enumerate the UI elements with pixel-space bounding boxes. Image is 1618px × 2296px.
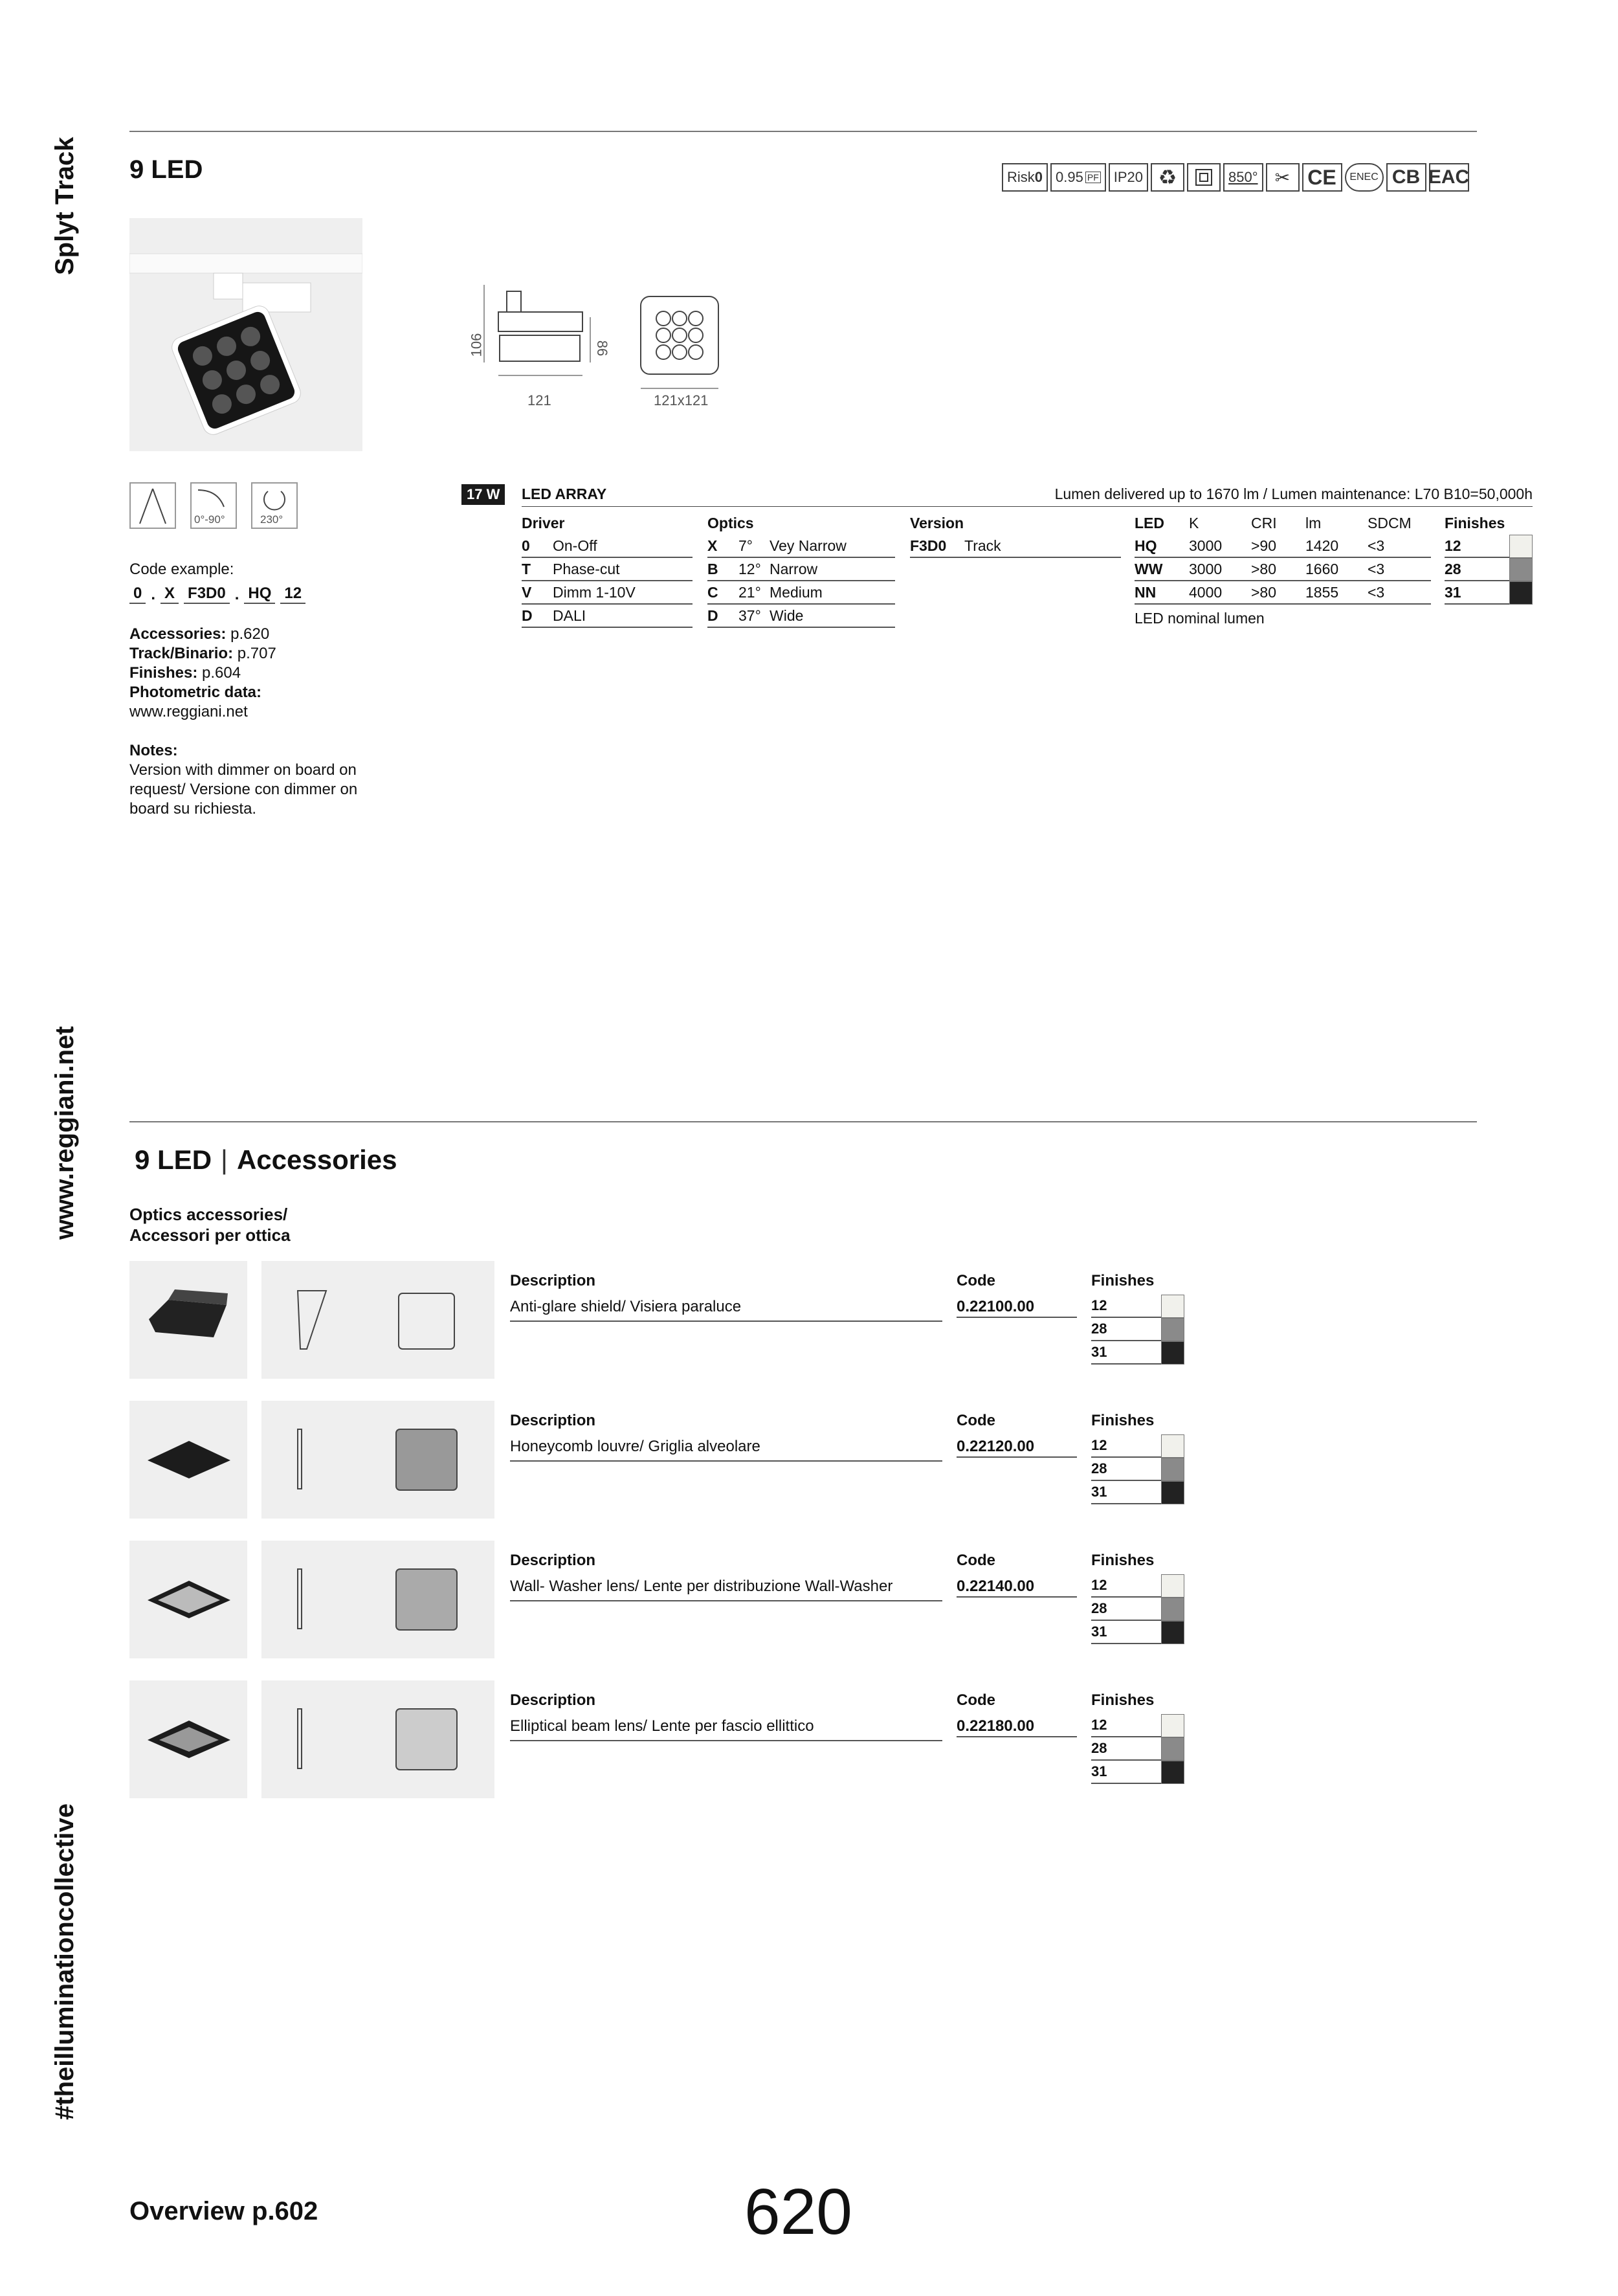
accessories-title: 9 LED | Accessories <box>135 1144 397 1175</box>
driver-row: D DALI <box>522 605 693 628</box>
code-part: 0 <box>129 585 146 604</box>
product-photo <box>129 218 362 451</box>
accessory-photo <box>129 1401 247 1519</box>
led-row: NN 4000 >80 1855 <3 <box>1135 581 1431 605</box>
desc-header: Description <box>510 1552 596 1569</box>
spec-rule <box>522 506 1533 507</box>
finish-header: Finishes <box>1091 1272 1155 1289</box>
optics-header: Optics <box>707 515 754 531</box>
accessory-finishes: 12 28 31 <box>1091 1434 1184 1504</box>
led-header-row: LED K CRI lm SDCM <box>1135 515 1412 531</box>
desc-header: Description <box>510 1412 596 1429</box>
tilt-icon <box>190 482 237 529</box>
power-badge: 17 W <box>461 484 505 505</box>
finish-swatch <box>1161 1761 1184 1784</box>
finish-swatch <box>1509 535 1533 558</box>
tilt-badges <box>129 482 298 529</box>
finish-swatch <box>1161 1341 1184 1365</box>
finish-swatch <box>1161 1295 1184 1318</box>
page-title: 9 LED <box>129 155 203 184</box>
led-row: WW 3000 >80 1660 <3 <box>1135 558 1431 581</box>
accessory-desc: Anti-glare shield/ Visiera paraluce <box>510 1297 942 1322</box>
rotation-label: 230° <box>260 513 283 526</box>
finishes-header: Finishes <box>1445 515 1505 531</box>
version-header: Version <box>910 515 964 531</box>
accessory-finishes: 12 28 31 <box>1091 1574 1184 1644</box>
beam-icon <box>129 482 176 529</box>
dim-width: 121 <box>527 392 551 408</box>
code-example-label: Code example: <box>129 561 234 578</box>
version-row: F3D0 Track <box>910 535 1121 558</box>
optics-row: C 21° Medium <box>707 581 895 605</box>
notes-label: Notes: <box>129 742 178 759</box>
finish-swatch <box>1161 1481 1184 1504</box>
driver-header: Driver <box>522 515 565 531</box>
eac-icon: EAC <box>1429 163 1469 192</box>
code-header: Code <box>957 1552 995 1569</box>
optics-row: D 37° Wide <box>707 605 895 628</box>
driver-row: 0 On-Off <box>522 535 693 558</box>
code-example: 0 . X F3D0 . HQ 12 <box>129 585 305 604</box>
no-bin-icon: ✂ <box>1266 163 1300 192</box>
dim-body-height: 86 <box>594 340 611 357</box>
finish-swatch <box>1161 1621 1184 1644</box>
finish-swatch <box>1161 1318 1184 1341</box>
optics-column <box>707 511 895 628</box>
accessory-finishes: 12 28 31 <box>1091 1295 1184 1365</box>
finish-row: 31 <box>1445 581 1533 605</box>
finish-header: Finishes <box>1091 1412 1155 1429</box>
sidebar-website[interactable]: www.reggiani.net <box>50 1026 79 1240</box>
ref-label: Finishes: <box>129 664 198 682</box>
enec-icon: ENEC <box>1345 163 1384 192</box>
code-part: HQ <box>244 585 275 604</box>
temp-badge: 850° <box>1223 163 1263 192</box>
driver-row: T Phase-cut <box>522 558 693 581</box>
cb-icon: CB <box>1386 163 1426 192</box>
notes-text: Version with dimmer on board on request/ Versione con dimmer on board su richiesta. <box>129 761 358 818</box>
finish-swatch <box>1161 1598 1184 1621</box>
accessory-drawing <box>261 1401 494 1519</box>
ref-value[interactable]: p.620 <box>230 625 270 643</box>
finish-swatch <box>1509 558 1533 581</box>
led-array-label: LED ARRAY <box>522 485 607 502</box>
finish-header: Finishes <box>1091 1552 1155 1569</box>
code-header: Code <box>957 1272 995 1289</box>
accessory-photo <box>129 1541 247 1658</box>
code-part: 12 <box>280 585 305 604</box>
accessory-photo <box>129 1680 247 1798</box>
finish-swatch <box>1161 1458 1184 1481</box>
recycle-icon: ♻ <box>1151 163 1184 192</box>
accessory-drawing <box>261 1261 494 1379</box>
desc-header: Description <box>510 1272 596 1289</box>
technical-drawing <box>453 278 738 414</box>
finish-swatch <box>1161 1434 1184 1458</box>
finish-header: Finishes <box>1091 1691 1155 1709</box>
dim-front: 121x121 <box>654 392 709 408</box>
rotation-icon <box>251 482 298 529</box>
dim-height: 106 <box>468 333 485 357</box>
code-part: X <box>161 585 179 604</box>
code-header: Code <box>957 1412 995 1429</box>
finish-row: 12 <box>1445 535 1533 558</box>
accessory-code: 0.22140.00 <box>957 1577 1077 1598</box>
page-number: 620 <box>744 2176 852 2248</box>
tilt-label: 0°-90° <box>194 513 225 526</box>
accessory-drawing <box>261 1680 494 1798</box>
led-column <box>1135 511 1431 627</box>
accessories-rule <box>129 1121 1477 1122</box>
ce-icon: CE <box>1302 163 1342 192</box>
driver-row: V Dimm 1-10V <box>522 581 693 605</box>
driver-column <box>522 511 693 628</box>
sidebar-hashtag: #theilluminationcollective <box>50 1803 79 2120</box>
references <box>129 625 375 819</box>
ref-label: Accessories: <box>129 625 227 643</box>
finishes-column <box>1445 511 1533 605</box>
accessory-desc: Wall- Washer lens/ Lente per distribuzione Wall-Washer <box>510 1577 942 1601</box>
accessories-subtitle: Optics accessories/ Accessori per ottica <box>129 1205 291 1245</box>
accessory-item <box>129 1541 1191 1658</box>
accessory-item <box>129 1401 1191 1519</box>
accessory-item <box>129 1261 1191 1379</box>
version-column <box>910 511 1121 558</box>
ref-value[interactable]: p.707 <box>237 645 276 662</box>
ref-label: Track/Binario: <box>129 645 234 662</box>
certifications-strip <box>999 163 1469 192</box>
desc-header: Description <box>510 1691 596 1709</box>
finish-swatch <box>1161 1737 1184 1761</box>
overview-link[interactable]: Overview p.602 <box>129 2197 318 2225</box>
lumen-note: Lumen delivered up to 1670 lm / Lumen maintenance: L70 B10=50,000h <box>1054 485 1533 502</box>
optics-row: X 7° Vey Narrow <box>707 535 895 558</box>
top-rule <box>129 131 1477 132</box>
sidebar-section-title: Splyt Track <box>50 137 79 275</box>
accessory-code: 0.22180.00 <box>957 1717 1077 1737</box>
accessory-finishes: 12 28 31 <box>1091 1714 1184 1784</box>
class-ii-icon <box>1187 163 1221 192</box>
accessory-desc: Elliptical beam lens/ Lente per fascio ellittico <box>510 1717 942 1741</box>
accessory-item <box>129 1680 1191 1798</box>
ref-value[interactable]: p.604 <box>202 664 241 682</box>
accessory-desc: Honeycomb louvre/ Griglia alveolare <box>510 1437 942 1462</box>
finish-swatch <box>1509 581 1533 605</box>
optics-row: B 12° Narrow <box>707 558 895 581</box>
accessory-drawing <box>261 1541 494 1658</box>
finish-swatch <box>1161 1574 1184 1598</box>
finish-row: 28 <box>1445 558 1533 581</box>
risk-badge: Risk 0 <box>1002 163 1048 192</box>
code-header: Code <box>957 1691 995 1709</box>
power-factor-badge: 0.95 PF <box>1050 163 1106 192</box>
led-row: HQ 3000 >90 1420 <3 <box>1135 535 1431 558</box>
accessory-code: 0.22100.00 <box>957 1297 1077 1318</box>
code-part: F3D0 <box>184 585 230 604</box>
ref-label: Photometric data: <box>129 684 262 701</box>
accessory-photo <box>129 1261 247 1379</box>
photometric-link[interactable]: www.reggiani.net <box>129 703 248 720</box>
led-note: LED nominal lumen <box>1135 610 1265 627</box>
ip-rating-badge: IP20 <box>1109 163 1148 192</box>
accessory-code: 0.22120.00 <box>957 1437 1077 1458</box>
finish-swatch <box>1161 1714 1184 1737</box>
